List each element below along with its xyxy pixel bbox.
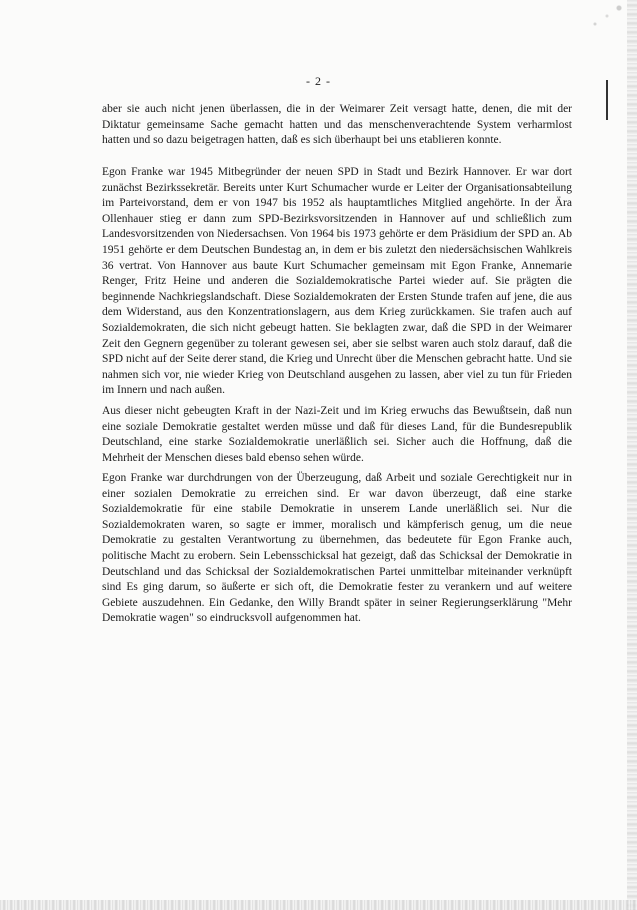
scan-edge-right — [627, 0, 637, 910]
paragraph-3 — [102, 404, 572, 466]
paragraph-text: aber sie auch nicht jenen überlassen, die in der Weimarer Zeit versagt hatte, denen, die mit der Diktatur gemeinsame Sache gemacht hatten und das menschenverachtende System verharmlost hatten und so dazu beigetragen hatten, daß es sich überhaupt bei uns etablieren konnte. — [102, 103, 572, 147]
scan-noise-top — [571, 0, 631, 40]
paragraph-text: Egon Franke war durchdrungen von der Überzeugung, daß Arbeit und soziale Gerechtigkeit nur in einer sozialen Demokratie zu erreichen sind. Er war davon überzeugt, daß eine starke Sozialdemokratie für eine stabile Demokratie in unserem Lande unerläßlich sei. Nur die Sozialdemokraten waren, so sagte er immer, moralisch und kämpferisch genug, um die neue Demokratie zu gestalten Verantwortung zu übernehmen, das bedeutete für Egon Franke auch, politische Macht zu erobern. Sein Lebensschicksal hat gezeigt, daß das Schicksal der Demokratie in Deutschland und das Schicksal der Sozialdemokratischen Partei unmittelbar miteinander verknüpft sind Es ging darum, so äußerte er sich oft, die Demokratie fester zu verankern und auf weitere Gebiete auszudehnen. Ein Gedanke, den Willy Brandt später in seiner Regierungserklärung "Mehr Demokratie wagen" so eindrucksvoll aufgenommen hat. — [102, 472, 572, 625]
page-number: - 2 - — [306, 74, 331, 88]
paragraph-4 — [102, 471, 572, 627]
scan-edge-bottom — [0, 900, 637, 910]
paragraph-2 — [102, 165, 572, 399]
paragraph-1 — [102, 102, 572, 149]
paragraph-text: Egon Franke war 1945 Mitbegründer der neuen SPD in Stadt und Bezirk Hannover. Er war dort zunächst Bezirkssekretär. Bereits unter Kurt Schumacher wurde er Leiter der Organisationsabteilung im Parteivorstand, dem er von 1947 bis 1952 als hauptamtliches Mitglied angehörte. In der Ära Ollenhauer stieg er dann zum SPD-Bezirksvorsitzenden in Hannover auf und schließlich zum Landesvorsitzenden von Niedersachsen. Von 1964 bis 1973 gehörte er dem Präsidium der SPD an. Ab 1951 gehörte er dem Deutschen Bundestag an, in dem er bis zuletzt den niedersächsischen Wahlkreis 36 vertrat. Von Hannover aus baute Kurt Schumacher gemeinsam mit Egon Franke, Annemarie Renger, Fritz Heine und anderen die Sozialdemokratische Partei wieder auf. Sie prägten die beginnende Nachkriegslandschaft. Diese Sozialdemokraten der Ersten Stunde trafen auf jene, die aus dem Widerstand, aus den Konzentrationslagern, aus dem Krieg zurückkamen. Sie trafen auch auf Sozialdemokraten, die sich nicht gebeugt hatten. Sie beklagten zwar, daß die SPD in der Weimarer Zeit den Gegnern gegenüber zu tolerant gewesen sei, aber sie selbst waren auch stolz darauf, daß die SPD nicht auf der Seite derer stand, die Krieg und Unrecht über die Menschen gebracht hatte. Und sie nahmen sich vor, nie wieder Krieg von Deutschland ausgehen zu lassen, aber viel zu tun für Frieden im Innern und nach außen. — [102, 166, 572, 397]
paragraph-text: Aus dieser nicht gebeugten Kraft in der Nazi-Zeit und im Krieg erwuchs das Bewußtsein, daß nun eine soziale Demokratie gestaltet werden müsse und daß für dieses Land, für die Bundesrepublik Deutschland, eine starke Sozialdemokratie unerläßlich sei. Sicher auch die Hoffnung, daß die Mehrheit der Menschen dieses bald ebenso sehen würde. — [102, 405, 572, 464]
